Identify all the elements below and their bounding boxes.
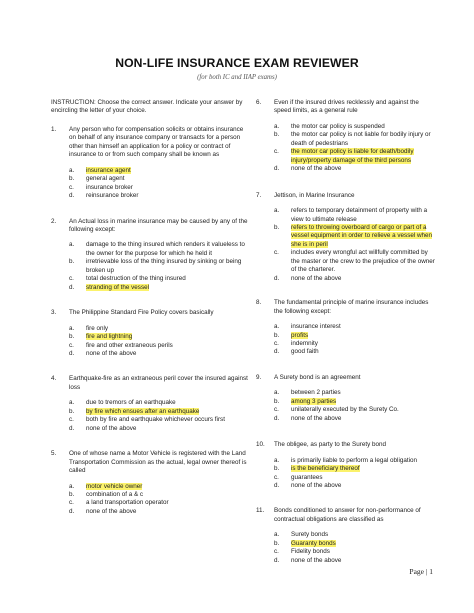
answer-options	[69, 325, 251, 359]
option-text: none of the above	[291, 414, 342, 422]
option-text: none of the above	[86, 507, 137, 515]
answer-option[interactable]	[69, 241, 251, 258]
answer-options	[69, 399, 251, 433]
question-text: Jettison, in Marine Insurance	[274, 191, 355, 199]
option-text: none of the above	[291, 481, 342, 489]
option-letter: a.	[274, 323, 280, 331]
option-letter: c.	[274, 148, 279, 156]
answer-option[interactable]	[274, 557, 436, 565]
question-number: 2.	[51, 217, 57, 225]
question-number: 4.	[51, 375, 57, 383]
answer-option[interactable]	[274, 340, 436, 348]
highlighted-answer: refers to throwing overboard of cargo or part of a vessel equipment in order to relieve a vessel when she is in peril	[291, 223, 433, 248]
answer-option[interactable]	[274, 249, 436, 274]
answer-option[interactable]	[274, 406, 436, 414]
option-text: fire and other extraneous perils	[86, 341, 173, 349]
answer-options	[69, 167, 251, 201]
option-text: total destruction of the thing insured	[86, 275, 186, 283]
answer-option[interactable]	[274, 457, 436, 465]
question-item	[256, 507, 436, 565]
question-text: Even if the insured drives recklessly and against the speed limits, as a general rule	[274, 99, 419, 115]
option-letter: c.	[274, 473, 279, 481]
option-letter: d.	[69, 283, 75, 291]
question-number: 10.	[256, 441, 265, 449]
answer-option[interactable]	[69, 184, 251, 192]
question-number: 3.	[51, 309, 57, 317]
option-text: fire only	[86, 324, 109, 332]
option-letter: b.	[274, 131, 280, 139]
question-item	[51, 126, 251, 201]
answer-options	[274, 123, 436, 174]
question-number: 9.	[256, 373, 262, 381]
option-letter: c.	[274, 339, 279, 347]
answer-option[interactable]	[69, 167, 251, 175]
option-letter: a.	[274, 207, 280, 215]
document-title: NON-LIFE INSURANCE EXAM REVIEWER	[115, 56, 359, 70]
question-item	[51, 450, 251, 516]
option-text: Fidelity bonds	[291, 548, 330, 556]
option-text: between 2 parties	[291, 389, 341, 397]
question-number: 6.	[256, 99, 262, 106]
option-letter: b.	[69, 175, 75, 183]
option-letter: b.	[69, 258, 75, 266]
highlighted-answer: is the beneficiary thereof	[291, 465, 360, 473]
option-letter: d.	[274, 414, 280, 422]
option-text: includes every wrongful act willfully committed by the master or the crew to the prejudice of the owner of the charterer.	[291, 249, 435, 274]
answer-option[interactable]	[69, 275, 251, 283]
highlighted-answer: profits	[291, 331, 309, 339]
answer-option[interactable]	[69, 175, 251, 183]
answer-option[interactable]	[274, 348, 436, 356]
answer-option[interactable]	[274, 275, 436, 283]
option-letter: c.	[69, 341, 74, 349]
highlighted-answer: by fire which ensues after an earthquake	[86, 407, 200, 415]
document-subtitle: (for both IC and IIAP exams)	[197, 74, 277, 81]
answer-option[interactable]	[274, 465, 436, 473]
option-letter: a.	[69, 324, 75, 332]
option-text: irretrievable loss of the thing insured by sinking or being broken up	[86, 258, 242, 274]
answer-option[interactable]	[69, 325, 251, 333]
option-letter: d.	[274, 556, 280, 564]
answer-option[interactable]	[274, 207, 436, 224]
question-text: A Surety bond is an agreement	[274, 373, 361, 381]
option-letter: c.	[274, 249, 279, 257]
answer-options	[274, 323, 436, 357]
option-text: due to tremors of an earthquake	[86, 399, 176, 407]
question-item	[51, 309, 251, 358]
option-letter: a.	[69, 482, 75, 490]
option-letter: d.	[274, 165, 280, 173]
option-letter: b.	[274, 223, 280, 231]
answer-options	[69, 483, 251, 517]
option-letter: d.	[69, 349, 75, 357]
question-text: Bonds conditioned to answer for non-performance of contractual obligations are classified as	[274, 507, 421, 523]
highlighted-answer: fire and lightning	[86, 333, 133, 341]
answer-option[interactable]	[69, 284, 251, 292]
highlighted-answer: the motor car policy is liable for death/bodily injury/property damage of the third persons	[291, 148, 414, 164]
option-letter: b.	[274, 465, 280, 473]
question-item	[256, 299, 436, 357]
right-column	[256, 99, 436, 565]
option-text: combination of a & c	[86, 490, 144, 498]
answer-option[interactable]	[69, 499, 251, 507]
answer-option[interactable]	[69, 425, 251, 433]
option-text: the motor car policy is suspended	[291, 122, 385, 130]
option-text: insurance broker	[86, 183, 133, 191]
answer-option[interactable]	[274, 123, 436, 131]
answer-option[interactable]	[274, 531, 436, 539]
option-letter: a.	[274, 389, 280, 397]
question-text: Earthquake-fire as an extraneous peril cover the insured against loss	[69, 375, 248, 391]
option-letter: c.	[69, 275, 74, 283]
option-letter: b.	[69, 407, 75, 415]
option-letter: c.	[69, 416, 74, 424]
option-letter: b.	[69, 490, 75, 498]
option-text: none of the above	[291, 556, 342, 564]
option-letter: d.	[274, 274, 280, 282]
answer-option[interactable]	[69, 350, 251, 358]
option-text: none of the above	[291, 274, 342, 282]
option-text: general agent	[86, 175, 125, 183]
question-item	[256, 99, 436, 174]
option-text: reinsurance broker	[86, 192, 139, 200]
answer-option[interactable]	[274, 131, 436, 148]
question-text: The obligee, as party to the Surety bond	[274, 441, 387, 449]
answer-option[interactable]	[69, 483, 251, 491]
answer-options	[274, 389, 436, 423]
option-letter: d.	[69, 424, 75, 432]
answer-option[interactable]	[69, 416, 251, 424]
option-letter: b.	[274, 397, 280, 405]
page-number: Page | 1	[409, 567, 433, 576]
question-text: One of whose name a Motor Vehicle is registered with the Land Transportation Commission as the actual, legal owner thereof is called	[69, 450, 247, 475]
answer-options	[69, 241, 251, 292]
option-letter: d.	[274, 348, 280, 356]
option-letter: b.	[274, 539, 280, 547]
question-number: 1.	[51, 125, 57, 133]
highlighted-answer: stranding of the vessel	[86, 283, 150, 291]
question-text: The Philippine Standard Fire Policy covers basically	[69, 309, 214, 317]
option-letter: a.	[274, 531, 280, 539]
question-text: The fundamental principle of marine insurance includes the following except:	[274, 299, 429, 315]
answer-option[interactable]	[69, 192, 251, 200]
option-letter: c.	[274, 406, 279, 414]
answer-option[interactable]	[274, 548, 436, 556]
question-text: Any person who for compensation solicits or obtains insurance on behalf of any insurance company or transacts for a person other than himself an application for a policy or contract of insurance to or from such company shall be known as	[69, 125, 244, 159]
instruction-text: INSTRUCTION: Choose the correct answer. Indicate your answer by encircling the letter of your choice.	[51, 99, 243, 115]
question-item	[256, 192, 436, 284]
highlighted-answer: motor vehicle owner	[86, 482, 143, 490]
question-number: 11.	[256, 507, 265, 515]
question-number: 7.	[256, 191, 262, 199]
option-text: both by fire and earthquake whichever occurs first	[86, 416, 225, 424]
answer-option[interactable]	[274, 332, 436, 340]
option-text: guarantees	[291, 473, 323, 481]
option-text: is primarily liable to perform a legal obligation	[291, 456, 417, 464]
answer-option[interactable]	[274, 398, 436, 406]
option-letter: c.	[69, 499, 74, 507]
question-item	[256, 441, 436, 490]
answer-option[interactable]	[274, 415, 436, 423]
option-text: a land transportation operator	[86, 499, 169, 507]
answer-option[interactable]	[69, 258, 251, 275]
answer-option[interactable]	[69, 508, 251, 516]
answer-option[interactable]	[274, 474, 436, 482]
answer-option[interactable]	[274, 224, 436, 249]
answer-option[interactable]	[69, 342, 251, 350]
answer-option[interactable]	[69, 333, 251, 341]
highlighted-answer: Guaranty bonds	[291, 539, 336, 547]
option-letter: d.	[69, 507, 75, 515]
option-letter: b.	[69, 333, 75, 341]
answer-option[interactable]	[274, 482, 436, 490]
answer-options	[274, 531, 436, 565]
question-item	[256, 374, 436, 423]
question-number: 5.	[51, 450, 57, 458]
option-letter: d.	[69, 192, 75, 200]
answer-options	[274, 207, 436, 283]
option-text: refers to temporary detainment of property with a view to ultimate release	[291, 207, 428, 223]
highlighted-answer: among 3 parties	[291, 397, 337, 405]
option-text: the motor car policy is not liable for bodily injury or death of pedestrians	[291, 131, 431, 147]
question-number: 8.	[256, 299, 262, 307]
option-letter: a.	[274, 456, 280, 464]
option-letter: a.	[69, 166, 75, 174]
question-item	[51, 375, 251, 433]
option-letter: c.	[69, 183, 74, 191]
answer-option[interactable]	[274, 540, 436, 548]
question-text: An Actual loss in marine insurance may be caused by any of the following except:	[69, 217, 248, 233]
option-text: Surety bonds	[291, 531, 329, 539]
option-letter: d.	[274, 481, 280, 489]
option-text: none of the above	[86, 349, 137, 357]
answer-option[interactable]	[274, 148, 436, 165]
option-letter: b.	[274, 331, 280, 339]
option-text: insurance interest	[291, 323, 341, 331]
option-text: none of the above	[86, 424, 137, 432]
left-column	[51, 99, 251, 516]
answer-option[interactable]	[69, 399, 251, 407]
option-letter: c.	[274, 548, 279, 556]
option-letter: a.	[274, 122, 280, 130]
answer-option[interactable]	[274, 165, 436, 173]
option-text: damage to the thing insured which renders it valueless to the owner for the purpose for which he held it	[86, 241, 245, 257]
answer-option[interactable]	[69, 491, 251, 499]
question-item	[51, 218, 251, 293]
highlighted-answer: insurance agent	[86, 166, 131, 174]
option-letter: a.	[69, 241, 75, 249]
option-text: indemnity	[291, 339, 318, 347]
answer-option[interactable]	[274, 389, 436, 397]
option-letter: a.	[69, 399, 75, 407]
answer-option[interactable]	[69, 408, 251, 416]
option-text: none of the above	[291, 165, 342, 173]
answer-option[interactable]	[274, 323, 436, 331]
option-text: good faith	[291, 348, 319, 356]
answer-options	[274, 457, 436, 491]
option-text: unilaterally executed by the Surety Co.	[291, 406, 399, 414]
